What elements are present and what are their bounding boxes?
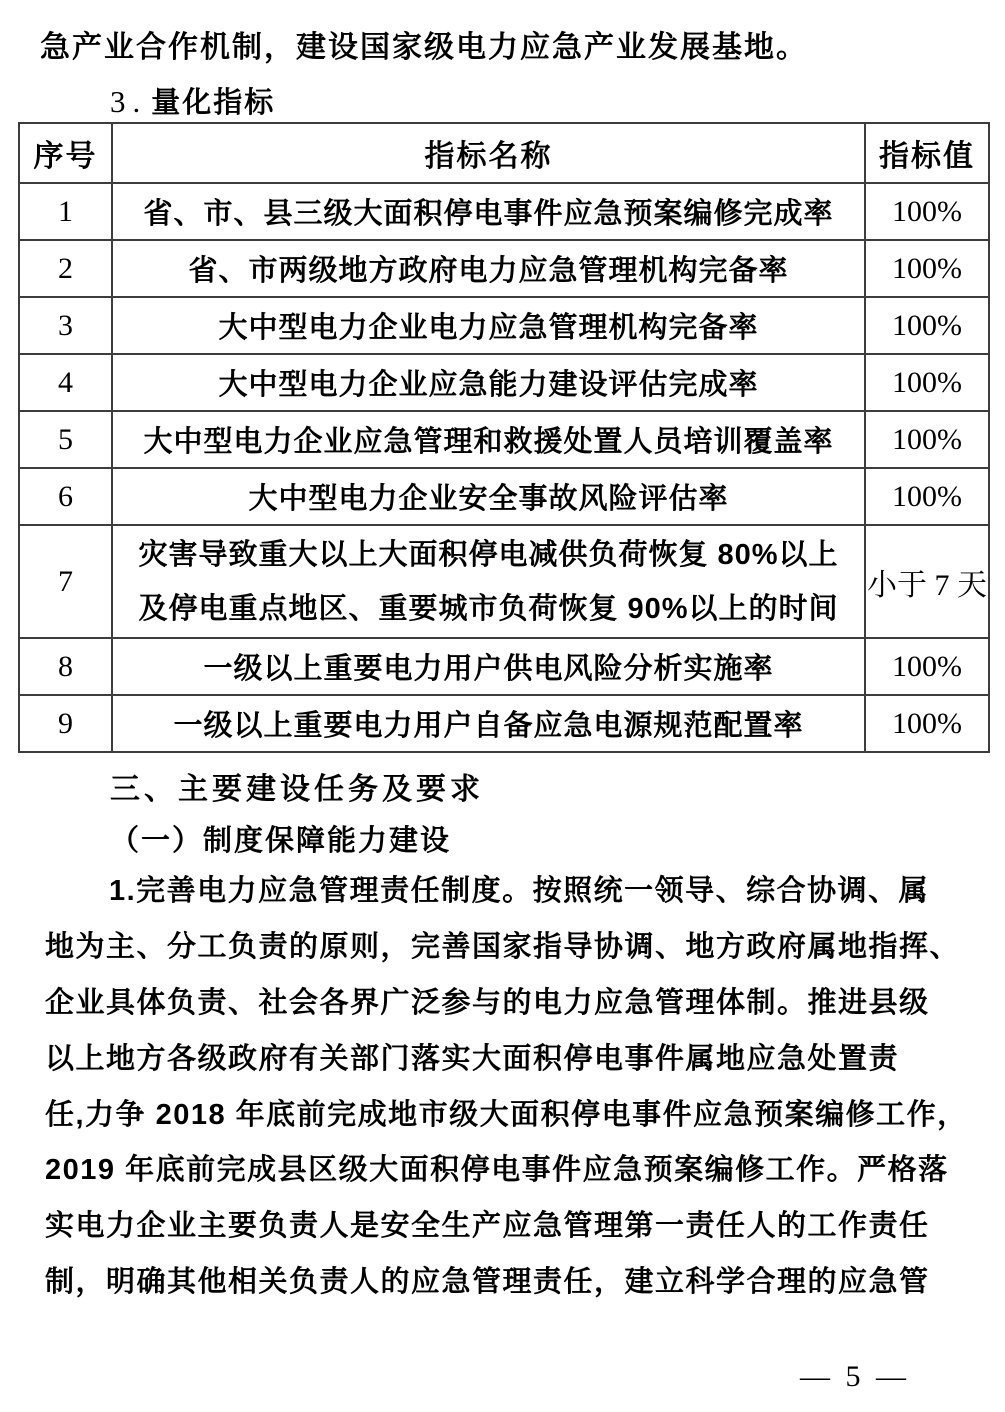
row-indicator-name: 一级以上重要电力用户供电风险分析实施率 bbox=[112, 638, 865, 695]
row-indicator-value: 100% bbox=[865, 354, 989, 411]
row-indicator-name bbox=[112, 525, 865, 638]
paragraph-line: 实电力企业主要负责人是安全生产应急管理第一责任人的工作责任 bbox=[45, 1210, 930, 1243]
table-row bbox=[19, 638, 989, 695]
paragraph-line: 1.完善电力应急管理责任制度。按照统一领导、综合协调、属 bbox=[109, 875, 930, 907]
section-heading-major: 三、主要建设任务及要求 bbox=[110, 773, 484, 806]
row-no: 3 bbox=[19, 297, 112, 354]
heading-number: 3. bbox=[110, 84, 148, 119]
table-row bbox=[19, 468, 989, 525]
column-header-name: 指标名称 bbox=[112, 123, 865, 183]
paragraph-line: 任,力争 2018 年底前完成地市级大面积停电事件应急预案编修工作， bbox=[45, 1098, 968, 1131]
row-no: 5 bbox=[19, 411, 112, 468]
row-indicator-name-line1: 灾害导致重大以上大面积停电减供负荷恢复 80%以上 bbox=[138, 538, 839, 571]
paragraph-line: 2019 年底前完成县区级大面积停电事件应急预案编修工作。严格落 bbox=[45, 1154, 949, 1187]
row-indicator-name: 省、市两级地方政府电力应急管理机构完备率 bbox=[112, 240, 865, 297]
row-indicator-name: 大中型电力企业电力应急管理机构完备率 bbox=[112, 297, 865, 354]
section-heading-sub: （一）制度保障能力建设 bbox=[110, 825, 452, 857]
row-indicator-value: 100% bbox=[865, 695, 989, 752]
row-no: 8 bbox=[19, 638, 112, 695]
row-indicator-name: 省、市、县三级大面积停电事件应急预案编修完成率 bbox=[112, 183, 865, 240]
page-number: — 5 — bbox=[800, 1360, 910, 1393]
row-no: 1 bbox=[19, 183, 112, 240]
row-indicator-value: 100% bbox=[865, 183, 989, 240]
table-row bbox=[19, 297, 989, 354]
column-header-value: 指标值 bbox=[865, 123, 989, 183]
row-indicator-value: 100% bbox=[865, 638, 989, 695]
table-row bbox=[19, 525, 989, 638]
table-row bbox=[19, 354, 989, 411]
row-indicator-name: 大中型电力企业应急能力建设评估完成率 bbox=[112, 354, 865, 411]
table-row bbox=[19, 695, 989, 752]
row-indicator-name: 一级以上重要电力用户自备应急电源规范配置率 bbox=[112, 695, 865, 752]
row-indicator-value: 100% bbox=[865, 411, 989, 468]
row-indicator-value: 100% bbox=[865, 468, 989, 525]
row-no: 4 bbox=[19, 354, 112, 411]
paragraph-line: 制，明确其他相关负责人的应急管理责任，建立科学合理的应急管 bbox=[45, 1266, 930, 1299]
body-paragraph bbox=[45, 864, 968, 1311]
row-no: 7 bbox=[19, 525, 112, 638]
paragraph-line: 企业具体负责、社会各界广泛参与的电力应急管理体制。推进县级 bbox=[45, 986, 930, 1019]
row-indicator-name-line2: 及停电重点地区、重要城市负荷恢复 90%以上的时间 bbox=[138, 592, 839, 625]
row-indicator-value: 小于 7 天 bbox=[865, 525, 989, 638]
row-no: 9 bbox=[19, 695, 112, 752]
table-row bbox=[19, 183, 989, 240]
row-indicator-value: 100% bbox=[865, 297, 989, 354]
intro-paragraph-line: 急产业合作机制，建设国家级电力应急产业发展基地。 bbox=[40, 31, 808, 64]
heading-label: 量化指标 bbox=[151, 87, 276, 119]
table-row bbox=[19, 411, 989, 468]
row-indicator-name: 大中型电力企业应急管理和救援处置人员培训覆盖率 bbox=[112, 411, 865, 468]
paragraph-line: 以上地方各级政府有关部门落实大面积停电事件属地应急处置责 bbox=[45, 1042, 900, 1075]
table-row bbox=[19, 240, 989, 297]
indicators-table bbox=[18, 122, 990, 753]
column-header-no: 序号 bbox=[19, 123, 112, 183]
row-indicator-name: 大中型电力企业安全事故风险评估率 bbox=[112, 468, 865, 525]
row-indicator-value: 100% bbox=[865, 240, 989, 297]
row-no: 2 bbox=[19, 240, 112, 297]
row-no: 6 bbox=[19, 468, 112, 525]
table-header-row bbox=[19, 123, 989, 183]
quantitative-indicators-heading bbox=[110, 80, 275, 121]
paragraph-line: 地为主、分工负责的原则，完善国家指导协调、地方政府属地指挥、 bbox=[45, 930, 961, 963]
